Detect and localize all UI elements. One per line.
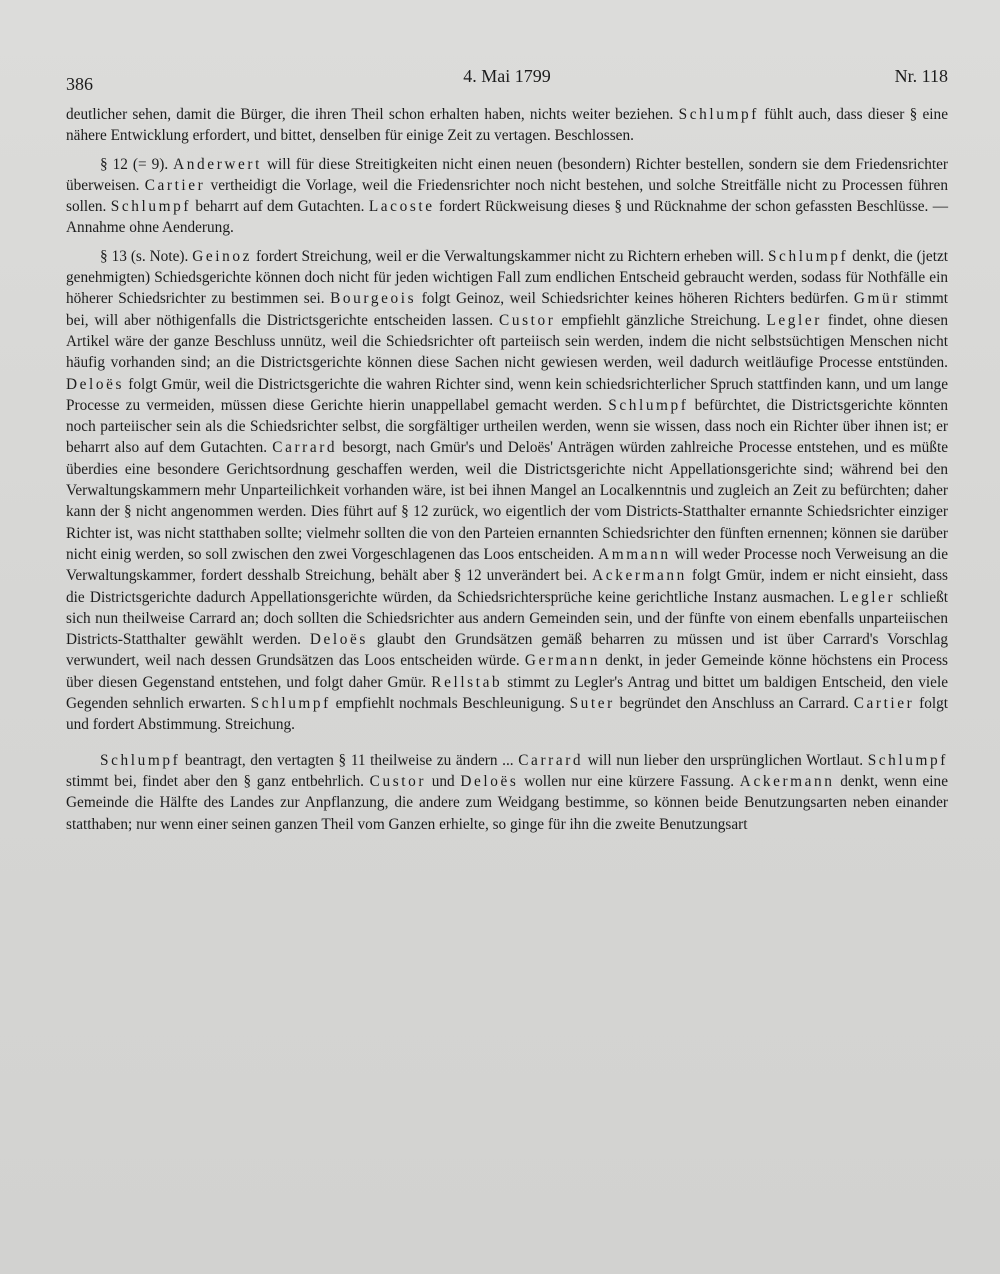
text-run: § 12 (= 9).	[100, 155, 174, 173]
text-run: schließt sich nun theilweise Carrard an; doch sollten die Schiedsrichter aus andern Gemeinden sein, und der fünfte von einem ebenfalls unparteiischen Districts-Statthalter gewählt werden.	[66, 588, 948, 649]
speaker-name: Schlumpf	[867, 751, 948, 769]
text-run: folgt Gmür, indem er nicht einsieht, dass die Districtsgerichte dadurch Appellationsgerichte würden, da Schiedsrichtersprüche keine gerichtliche Instanz ausmachen.	[66, 567, 948, 606]
text-run: stimmt zu Legler's Antrag und bittet um baldigen Entscheid, den viele Gegenden sehnlich erwarten.	[66, 673, 948, 713]
text-run: empfiehlt nochmals Beschleunigung.	[330, 695, 570, 713]
document-body	[66, 104, 948, 835]
text-run: stimmt bei, findet aber den § ganz entbehrlich.	[66, 772, 370, 790]
speaker-name: Schlumpf	[767, 247, 849, 265]
text-run: vertheidigt die Vorlage, weil die Friedensrichter noch nicht bestehen, und solche Streitfälle nicht zu Processen führen sollen.	[66, 176, 948, 216]
speaker-name: Carrard	[518, 751, 584, 769]
text-run: wollen nur eine kürzere Fassung.	[518, 772, 740, 790]
text-run: folgt Gmür, weil die Districtsgerichte die wahren Richter sind, wenn kein schiedsrichterlicher Spruch stattfinden kann, und um lange Processe zu vermeiden, müssen diese Gerichte hierin unappellabel gemacht werden.	[66, 375, 948, 414]
text-run: will für diese Streitigkeiten nicht einen neuen (besondern) Richter bestellen, sondern sie dem Friedensrichter überweisen.	[66, 155, 949, 194]
text-run: beharrt auf dem Gutachten.	[191, 198, 369, 216]
speaker-name: Schlumpf	[110, 198, 192, 216]
speaker-name: Gmür	[853, 290, 900, 308]
speaker-name: Ackermann	[739, 772, 835, 790]
page-number: 386	[66, 74, 93, 94]
text-run: und	[426, 772, 461, 790]
text-run: folgt und fordert Abstimmung. Streichung.	[66, 695, 949, 734]
text-run: fordert Rückweisung dieses § und Rücknahme der schon gefassten Beschlüsse. — Annahme ohne Aenderung.	[66, 198, 948, 237]
text-run: befürchtet, die Districtsgerichte könnten noch parteiischer sein als die Schiedsrichter selbst, die sorgfältiger urtheilen werden, wenn sie wissen, dass noch ein Richter über ihnen ist; er beharrt also auf dem Gutachten.	[66, 396, 948, 457]
text-run: fühlt auch, dass dieser § eine nähere Entwicklung erfordert, und bittet, denselben für einige Zeit zu vertagen. Beschlossen.	[66, 106, 948, 145]
text-run: denkt, wenn eine Gemeinde die Hälfte des Landes zur Anpflanzung, die andere zum Weidgang bestimme, so können beide Benutzungsarten neben einander statthaben; nur wenn einer seinen ganzen Theil vom Ganzen erhielte, so ginge für ihn die zweite Benutzungsart	[66, 772, 948, 833]
speaker-name: Schlumpf	[678, 106, 759, 123]
text-run: beantragt, den vertagten § 11 theilweise zu ändern ...	[180, 751, 519, 769]
text-run: findet, ohne diesen Artikel wäre der ganze Beschluss unnütz, weil die Schiedsrichter oft parteiisch sein werden, indem die nicht selbstsüchtigen Menschen nicht häufig vorhanden sind; an die Districtsgerichte können diese Sachen nicht gewiesen werden, weil dadurch weitläufige Processe entstünden.	[66, 311, 948, 372]
speaker-name: Germann	[524, 652, 601, 670]
speaker-name: Legler	[839, 588, 896, 606]
text-run: empfiehlt gänzliche Streichung.	[555, 311, 767, 329]
document-number: Nr. 118	[894, 66, 948, 86]
header-date: 4. Mai 1799	[463, 66, 551, 86]
text-run: denkt, die (jetzt genehmigten) Schiedsgerichte können doch nicht für jeden wichtigen Fall zum endlichen Entscheid gebraucht werden, sodass für Nothfälle ein höherer Schiedsrichter zu bestimmen sei.	[66, 247, 948, 308]
speaker-name: Schlumpf	[100, 751, 181, 769]
speaker-name: Deloës	[66, 375, 125, 393]
speaker-name: Custor	[499, 311, 556, 329]
text-run: glaubt den Grundsätzen gemäß beharren zu müssen und ist über Carrard's Vorschlag verwundert, weil nach dessen Grundsätzen das Loos entscheiden würde.	[66, 631, 948, 670]
text-run: deutlicher sehen, damit die Bürger, die ihren Theil schon erhalten haben, nichts weiter beziehen.	[66, 106, 679, 123]
speaker-name: Cartier	[853, 695, 915, 713]
speaker-name: Schlumpf	[608, 396, 689, 414]
speaker-name: Suter	[569, 695, 615, 713]
speaker-name: Deloës	[309, 631, 368, 649]
speaker-name: Rellstab	[431, 673, 503, 691]
paragraph	[66, 154, 948, 239]
speaker-name: Schlumpf	[250, 695, 331, 713]
paragraph	[66, 104, 948, 147]
speaker-name: Legler	[766, 311, 822, 329]
text-run: will nun lieber den ursprünglichen Wortlaut.	[583, 751, 868, 769]
text-run: will weder Processe noch Verweisung an die Verwaltungskammer, fordert desshalb Streichung, behält aber § 12 unverändert bei.	[66, 545, 949, 585]
text-run: begründet den Anschluss an Carrard.	[614, 695, 854, 713]
speaker-name: Bourgeois	[330, 290, 417, 308]
speaker-name: Ackermann	[592, 567, 687, 585]
speaker-name: Anderwert	[173, 155, 262, 173]
text-run: besorgt, nach Gmür's und Deloës' Anträgen würden zahlreiche Processe entstehen, und es müßte überdies eine besondere Gerichtsordnung geschaffen werden, weil die Districtsgerichte nicht Appellationsgerichte sind; während bei den Verwaltungskammern mehr Unparteilichkeit vorhanden wäre, ist bei ihnen Mangel an Localkenntnis und zugleich an Zeit zu befürchten; daher kann der § nicht angenommen werden. Dies führt auf § 12 zurück, wo eigentlich der vom Districts-Statthalter ernannte Schiedsrichter einziger Richter ist, was nicht statthaben sollte; vielmehr sollten die von den Parteien ernannten Schiedsrichter den fünften ernennen; können sie darüber nicht einig werden, so soll zwischen den zwei Vorgeschlagenen das Loos entscheiden.	[66, 439, 948, 563]
text-run: § 13 (s. Note).	[100, 247, 193, 265]
speaker-name: Carrard	[272, 439, 338, 457]
speaker-name: Cartier	[144, 176, 206, 194]
text-run: fordert Streichung, weil er die Verwaltungskammer nicht zu Richtern erheben will.	[252, 247, 768, 265]
speaker-name: Lacoste	[368, 198, 435, 216]
text-run: denkt, in jeder Gemeinde könne höchstens ein Process über diesen Gegenstand entstehen, und folgt daher Gmür.	[66, 652, 948, 691]
speaker-name: Custor	[369, 772, 427, 790]
speaker-name: Deloës	[460, 772, 519, 790]
page-header	[66, 62, 948, 98]
text-run: stimmt bei, will aber nöthigenfalls die Districtsgerichte entscheiden lassen.	[66, 290, 949, 329]
speaker-name: Geinoz	[192, 247, 253, 265]
paragraph	[66, 246, 948, 736]
speaker-name: Ammann	[598, 545, 671, 563]
paragraph	[66, 750, 948, 835]
text-run: folgt Geinoz, weil Schiedsrichter keines höheren Richters bedürfen.	[416, 290, 854, 308]
